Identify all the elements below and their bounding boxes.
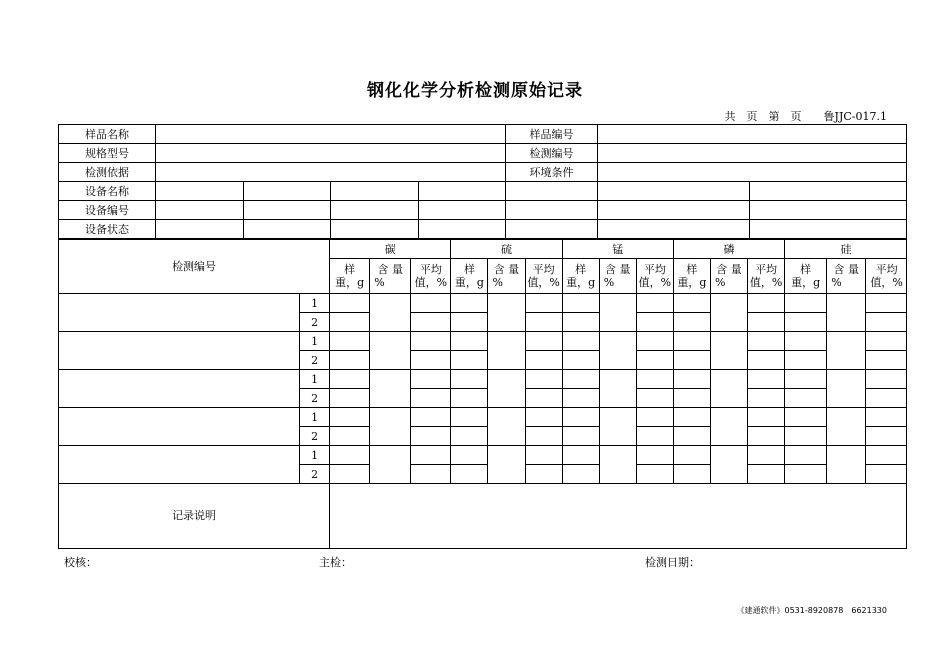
sample-weight-cell[interactable] bbox=[785, 332, 827, 351]
software-credit: 《建通软件》0531-8920878 6621330 bbox=[736, 606, 887, 615]
sample-rows bbox=[59, 294, 907, 484]
sample-row bbox=[59, 370, 907, 389]
inspector-label: 主检： bbox=[319, 556, 352, 569]
sample-test-no-cell[interactable] bbox=[59, 332, 300, 370]
field-equip-no[interactable] bbox=[156, 201, 244, 220]
sample-weight-cell[interactable] bbox=[451, 446, 488, 465]
average-cell[interactable] bbox=[525, 294, 562, 313]
content-cell[interactable] bbox=[827, 370, 866, 408]
average-cell[interactable] bbox=[525, 313, 562, 332]
field-equip-status[interactable] bbox=[331, 220, 419, 239]
replicate-index: 1 bbox=[300, 408, 330, 427]
sub-header-average: 平均 值，% bbox=[748, 259, 785, 294]
sample-row bbox=[59, 446, 907, 465]
replicate-index: 1 bbox=[300, 446, 330, 465]
replicate-index: 1 bbox=[300, 370, 330, 389]
sample-weight-cell[interactable] bbox=[785, 408, 827, 427]
average-cell[interactable] bbox=[636, 446, 673, 465]
sample-test-no-cell[interactable] bbox=[59, 446, 300, 484]
content-cell[interactable] bbox=[370, 294, 411, 332]
field-equip-no[interactable] bbox=[419, 201, 506, 220]
average-cell[interactable] bbox=[525, 427, 562, 446]
sample-weight-cell[interactable] bbox=[562, 389, 599, 408]
field-equip-status[interactable] bbox=[244, 220, 331, 239]
label-spec-model: 规格型号 bbox=[59, 144, 156, 163]
sample-weight-cell[interactable] bbox=[785, 427, 827, 446]
average-cell[interactable] bbox=[748, 408, 785, 427]
content-cell[interactable] bbox=[827, 294, 866, 332]
average-cell[interactable] bbox=[525, 332, 562, 351]
field-equip-status[interactable] bbox=[750, 220, 907, 239]
field-equip-status[interactable] bbox=[156, 220, 244, 239]
field-equip-status[interactable] bbox=[598, 220, 750, 239]
average-cell[interactable] bbox=[411, 313, 451, 332]
content-cell[interactable] bbox=[599, 332, 636, 370]
sample-weight-cell[interactable] bbox=[785, 446, 827, 465]
content-cell[interactable] bbox=[827, 446, 866, 484]
sample-weight-cell[interactable] bbox=[451, 351, 488, 370]
average-cell[interactable] bbox=[636, 313, 673, 332]
replicate-index: 2 bbox=[300, 313, 330, 332]
sample-test-no-cell[interactable] bbox=[59, 294, 300, 332]
replicate-index: 2 bbox=[300, 351, 330, 370]
sample-weight-cell[interactable] bbox=[330, 389, 370, 408]
average-cell[interactable] bbox=[748, 332, 785, 351]
sample-test-no-cell[interactable] bbox=[59, 370, 300, 408]
average-cell[interactable] bbox=[525, 389, 562, 408]
content-cell[interactable] bbox=[370, 446, 411, 484]
sub-header-weight: 样 重，g bbox=[451, 259, 488, 294]
sample-weight-cell[interactable] bbox=[451, 294, 488, 313]
sample-weight-cell[interactable] bbox=[673, 370, 710, 389]
content-cell[interactable] bbox=[710, 446, 747, 484]
average-cell[interactable] bbox=[748, 294, 785, 313]
sub-header-content: 含 量 % bbox=[599, 259, 636, 294]
content-cell[interactable] bbox=[488, 332, 525, 370]
sample-weight-cell[interactable] bbox=[330, 370, 370, 389]
sample-weight-cell[interactable] bbox=[785, 294, 827, 313]
sub-header-weight: 样 重，g bbox=[785, 259, 827, 294]
content-cell[interactable] bbox=[710, 408, 747, 446]
field-environment[interactable] bbox=[598, 163, 907, 182]
field-equip-no[interactable] bbox=[506, 201, 598, 220]
sample-weight-cell[interactable] bbox=[785, 389, 827, 408]
field-equip-name[interactable] bbox=[750, 182, 907, 201]
sample-weight-cell[interactable] bbox=[562, 294, 599, 313]
average-cell[interactable] bbox=[525, 408, 562, 427]
record-table bbox=[58, 124, 907, 549]
sub-header-weight: 样 重，g bbox=[330, 259, 370, 294]
average-cell[interactable] bbox=[866, 294, 907, 313]
average-cell[interactable] bbox=[411, 427, 451, 446]
field-equip-name[interactable] bbox=[506, 182, 598, 201]
content-cell[interactable] bbox=[599, 446, 636, 484]
sample-weight-cell[interactable] bbox=[785, 370, 827, 389]
sample-weight-cell[interactable] bbox=[330, 332, 370, 351]
sample-weight-cell[interactable] bbox=[562, 370, 599, 389]
average-cell[interactable] bbox=[866, 351, 907, 370]
element-header-sulfur: 硫 bbox=[451, 240, 562, 259]
replicate-index: 2 bbox=[300, 465, 330, 484]
results-grid bbox=[59, 239, 907, 548]
sub-header-content: 含 量 % bbox=[710, 259, 747, 294]
average-cell[interactable] bbox=[748, 427, 785, 446]
average-cell[interactable] bbox=[866, 313, 907, 332]
field-equip-name[interactable] bbox=[331, 182, 419, 201]
sample-weight-cell[interactable] bbox=[451, 427, 488, 446]
sample-row bbox=[59, 332, 907, 351]
sub-header-average: 平均 值，% bbox=[525, 259, 562, 294]
sub-header-average: 平均 值，% bbox=[636, 259, 673, 294]
sample-weight-cell[interactable] bbox=[673, 332, 710, 351]
sample-weight-cell[interactable] bbox=[562, 313, 599, 332]
field-equip-no[interactable] bbox=[750, 201, 907, 220]
content-cell[interactable] bbox=[488, 294, 525, 332]
sample-weight-cell[interactable] bbox=[451, 332, 488, 351]
field-spec-model[interactable] bbox=[156, 144, 506, 163]
sample-test-no-cell[interactable] bbox=[59, 408, 300, 446]
content-cell[interactable] bbox=[710, 370, 747, 408]
field-equip-name[interactable] bbox=[598, 182, 750, 201]
field-equip-no[interactable] bbox=[244, 201, 331, 220]
average-cell[interactable] bbox=[411, 294, 451, 313]
sample-weight-cell[interactable] bbox=[330, 313, 370, 332]
replicate-index: 1 bbox=[300, 332, 330, 351]
average-cell[interactable] bbox=[636, 389, 673, 408]
sample-weight-cell[interactable] bbox=[451, 465, 488, 484]
sub-header-content: 含 量 % bbox=[370, 259, 411, 294]
remarks-field[interactable] bbox=[330, 484, 907, 548]
average-cell[interactable] bbox=[748, 389, 785, 408]
average-cell[interactable] bbox=[748, 446, 785, 465]
average-cell[interactable] bbox=[748, 370, 785, 389]
average-cell[interactable] bbox=[636, 351, 673, 370]
field-test-no[interactable] bbox=[598, 144, 907, 163]
sample-weight-cell[interactable] bbox=[562, 351, 599, 370]
average-cell[interactable] bbox=[866, 332, 907, 351]
sample-weight-cell[interactable] bbox=[562, 427, 599, 446]
document-title: 钢化化学分析检测原始记录 bbox=[367, 81, 583, 101]
content-cell[interactable] bbox=[827, 408, 866, 446]
sample-weight-cell[interactable] bbox=[562, 446, 599, 465]
content-cell[interactable] bbox=[599, 408, 636, 446]
replicate-index: 1 bbox=[300, 294, 330, 313]
field-sample-name[interactable] bbox=[156, 125, 506, 144]
replicate-index: 2 bbox=[300, 427, 330, 446]
sample-weight-cell[interactable] bbox=[330, 294, 370, 313]
content-cell[interactable] bbox=[710, 294, 747, 332]
field-equip-status[interactable] bbox=[419, 220, 506, 239]
average-cell[interactable] bbox=[636, 465, 673, 484]
sub-header-average: 平均 值，% bbox=[411, 259, 451, 294]
average-cell[interactable] bbox=[866, 427, 907, 446]
sample-weight-cell[interactable] bbox=[330, 351, 370, 370]
element-header-phosphorus: 磷 bbox=[673, 240, 784, 259]
content-cell[interactable] bbox=[488, 370, 525, 408]
content-cell[interactable] bbox=[599, 294, 636, 332]
sample-weight-cell[interactable] bbox=[673, 351, 710, 370]
content-cell[interactable] bbox=[370, 332, 411, 370]
reviewer-label: 校核： bbox=[64, 556, 97, 569]
average-cell[interactable] bbox=[636, 294, 673, 313]
average-cell[interactable] bbox=[411, 446, 451, 465]
label-test-basis: 检测依据 bbox=[59, 163, 156, 182]
average-cell[interactable] bbox=[525, 465, 562, 484]
label-sample-no: 样品编号 bbox=[506, 125, 598, 144]
sample-row bbox=[59, 408, 907, 427]
average-cell[interactable] bbox=[525, 370, 562, 389]
sample-weight-cell[interactable] bbox=[330, 465, 370, 484]
average-cell[interactable] bbox=[748, 465, 785, 484]
sample-row bbox=[59, 294, 907, 313]
average-cell[interactable] bbox=[411, 351, 451, 370]
label-test-no: 检测编号 bbox=[506, 144, 598, 163]
sample-weight-cell[interactable] bbox=[330, 446, 370, 465]
element-header-silicon: 硅 bbox=[785, 240, 907, 259]
sample-weight-cell[interactable] bbox=[451, 389, 488, 408]
average-cell[interactable] bbox=[866, 389, 907, 408]
field-equip-name[interactable] bbox=[244, 182, 331, 201]
sample-weight-cell[interactable] bbox=[451, 313, 488, 332]
content-cell[interactable] bbox=[370, 370, 411, 408]
sample-weight-cell[interactable] bbox=[785, 313, 827, 332]
label-equip-name: 设备名称 bbox=[59, 182, 156, 201]
sample-weight-cell[interactable] bbox=[451, 370, 488, 389]
average-cell[interactable] bbox=[866, 446, 907, 465]
average-cell[interactable] bbox=[866, 370, 907, 389]
element-header-carbon: 碳 bbox=[330, 240, 451, 259]
results-container bbox=[59, 239, 907, 549]
average-cell[interactable] bbox=[525, 351, 562, 370]
content-cell[interactable] bbox=[488, 446, 525, 484]
content-cell[interactable] bbox=[370, 408, 411, 446]
sample-weight-cell[interactable] bbox=[330, 427, 370, 446]
label-environment: 环境条件 bbox=[506, 163, 598, 182]
label-equip-no: 设备编号 bbox=[59, 201, 156, 220]
remarks-row bbox=[59, 484, 907, 548]
sample-weight-cell[interactable] bbox=[562, 465, 599, 484]
average-cell[interactable] bbox=[411, 370, 451, 389]
sample-weight-cell[interactable] bbox=[673, 294, 710, 313]
replicate-index: 2 bbox=[300, 389, 330, 408]
sample-weight-cell[interactable] bbox=[562, 408, 599, 427]
sub-header-weight: 样 重，g bbox=[673, 259, 710, 294]
average-cell[interactable] bbox=[748, 313, 785, 332]
average-cell[interactable] bbox=[636, 332, 673, 351]
field-sample-no[interactable] bbox=[598, 125, 907, 144]
average-cell[interactable] bbox=[411, 408, 451, 427]
average-cell[interactable] bbox=[748, 351, 785, 370]
sample-weight-cell[interactable] bbox=[785, 351, 827, 370]
test-no-header: 检测编号 bbox=[59, 240, 330, 294]
field-test-basis[interactable] bbox=[156, 163, 506, 182]
content-cell[interactable] bbox=[827, 332, 866, 370]
average-cell[interactable] bbox=[636, 408, 673, 427]
sample-weight-cell[interactable] bbox=[673, 446, 710, 465]
sample-weight-cell[interactable] bbox=[330, 408, 370, 427]
average-cell[interactable] bbox=[866, 465, 907, 484]
average-cell[interactable] bbox=[411, 389, 451, 408]
sub-header-weight: 样 重，g bbox=[562, 259, 599, 294]
sub-header-content: 含 量 % bbox=[827, 259, 866, 294]
field-equip-no[interactable] bbox=[331, 201, 419, 220]
average-cell[interactable] bbox=[411, 332, 451, 351]
average-cell[interactable] bbox=[636, 370, 673, 389]
sample-weight-cell[interactable] bbox=[673, 465, 710, 484]
content-cell[interactable] bbox=[710, 332, 747, 370]
field-equip-name[interactable] bbox=[419, 182, 506, 201]
average-cell[interactable] bbox=[866, 408, 907, 427]
field-equip-no[interactable] bbox=[598, 201, 750, 220]
field-equip-name[interactable] bbox=[156, 182, 244, 201]
field-equip-status[interactable] bbox=[506, 220, 598, 239]
sample-weight-cell[interactable] bbox=[673, 408, 710, 427]
sample-weight-cell[interactable] bbox=[451, 408, 488, 427]
average-cell[interactable] bbox=[411, 465, 451, 484]
element-header-manganese: 锰 bbox=[562, 240, 673, 259]
label-equip-status: 设备状态 bbox=[59, 220, 156, 239]
sample-weight-cell[interactable] bbox=[673, 389, 710, 408]
remarks-label: 记录说明 bbox=[59, 484, 330, 548]
page-info: 共 页 第 页 鲁JJC-017.1 bbox=[724, 110, 887, 123]
sample-weight-cell[interactable] bbox=[562, 332, 599, 351]
content-cell[interactable] bbox=[599, 370, 636, 408]
sample-weight-cell[interactable] bbox=[785, 465, 827, 484]
sub-header-content: 含 量 % bbox=[488, 259, 525, 294]
sub-header-average: 平均 值，% bbox=[866, 259, 907, 294]
content-cell[interactable] bbox=[488, 408, 525, 446]
sample-weight-cell[interactable] bbox=[673, 427, 710, 446]
test-date-label: 检测日期： bbox=[645, 556, 700, 569]
average-cell[interactable] bbox=[525, 446, 562, 465]
label-sample-name: 样品名称 bbox=[59, 125, 156, 144]
sample-weight-cell[interactable] bbox=[673, 313, 710, 332]
average-cell[interactable] bbox=[636, 427, 673, 446]
